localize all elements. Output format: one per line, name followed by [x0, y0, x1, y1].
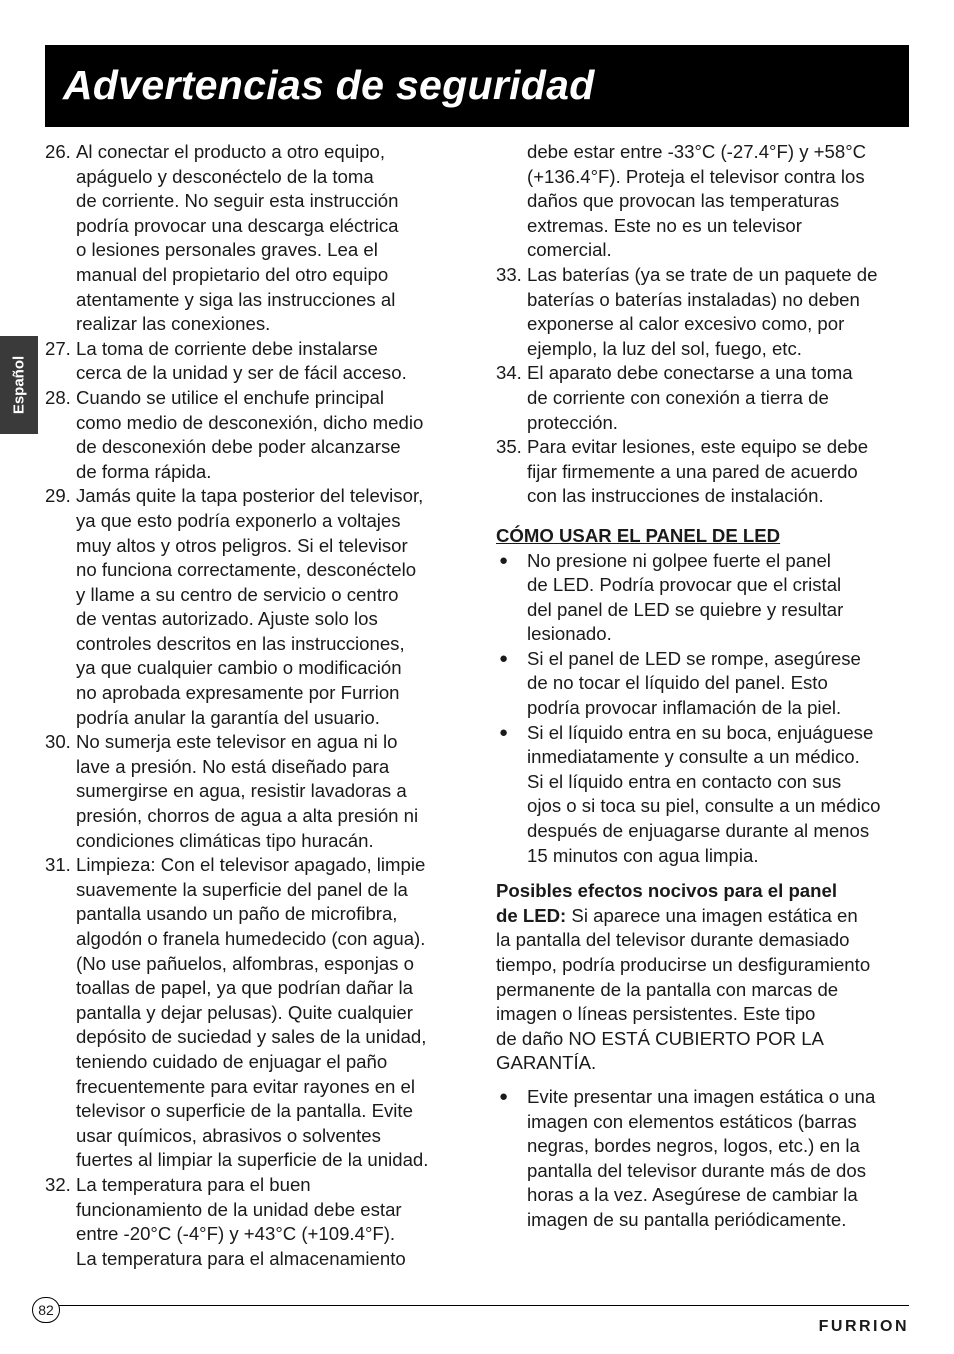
- text-line: de no tocar el líquido del panel. Esto: [527, 672, 828, 694]
- numbered-item: [45, 1173, 460, 1271]
- text-line: de daño NO ESTÁ CUBIERTO POR LA: [496, 1027, 824, 1049]
- numbered-item: [45, 853, 460, 1173]
- effects-paragraph: [496, 879, 911, 1076]
- numbered-item: [45, 484, 460, 730]
- text-line: del panel de LED se quiebre y resultar: [527, 598, 844, 620]
- text-line: fuertes al limpiar la superficie de la unidad.: [76, 1149, 429, 1171]
- text-line: extremas. Este no es un televisor: [527, 214, 802, 236]
- text-line: muy altos y otros peligros. Si el televisor: [76, 534, 408, 556]
- led-section-heading: CÓMO USAR EL PANEL DE LED: [496, 524, 781, 546]
- text-line: de ventas autorizado. Ajuste solo los: [76, 608, 378, 630]
- effects-line2-text: Si aparece una imagen estática en: [566, 904, 858, 926]
- text-line: de desconexión debe poder alcanzarse: [76, 436, 401, 458]
- text-line: fijar firmemente a una pared de acuerdo: [527, 460, 858, 482]
- text-line: El aparato debe conectarse a una toma: [527, 362, 853, 384]
- effects-heading-line2: de LED:: [496, 904, 567, 926]
- text-line: sumergirse en agua, resistir lavadoras a: [76, 780, 407, 802]
- text-line: no aprobada expresamente por Furrion: [76, 682, 400, 704]
- text-line: podría provocar una descarga eléctrica: [76, 214, 399, 236]
- text-line: La temperatura para el buen: [76, 1173, 311, 1195]
- text-line: protección.: [527, 411, 618, 433]
- text-line: cerca de la unidad y ser de fácil acceso.: [76, 362, 407, 384]
- right-items: [496, 263, 911, 509]
- text-line: comercial.: [527, 239, 612, 261]
- bullet-item: [496, 647, 911, 721]
- item-number: 34.: [496, 362, 522, 384]
- text-line: (No use pañuelos, alfombras, esponjas o: [76, 952, 414, 974]
- text-line: horas a la vez. Asegúrese de cambiar la: [527, 1184, 858, 1206]
- text-line: permanente de la pantalla con marcas de: [496, 978, 839, 1000]
- effects-line2: [496, 904, 911, 929]
- text-line: Las baterías (ya se trate de un paquete de: [527, 263, 878, 285]
- text-line: daños que provocan las temperaturas: [527, 190, 840, 212]
- text-line: de forma rápida.: [76, 460, 212, 482]
- text-line: GARANTÍA.: [496, 1052, 597, 1074]
- text-line: o lesiones personales graves. Lea el: [76, 239, 378, 261]
- text-line: de corriente. No seguir esta instrucción: [76, 190, 399, 212]
- bullet-icon: ●: [499, 723, 509, 741]
- item-number: 29.: [45, 485, 71, 507]
- text-line: No sumerja este televisor en agua ni lo: [76, 731, 398, 753]
- text-line: pantalla usando un paño de microfibra,: [76, 903, 398, 925]
- text-line: toallas de papel, ya que podrían dañar la: [76, 977, 414, 999]
- text-line: entre -20°C (-4°F) y +43°C (+109.4°F).: [76, 1223, 396, 1245]
- text-line: condiciones climáticas tipo huracán.: [76, 829, 374, 851]
- language-tab-label: Español: [10, 355, 28, 415]
- item-number: 33.: [496, 263, 522, 285]
- text-line: Si el líquido entra en contacto con sus: [527, 770, 842, 792]
- text-line: (+136.4°F). Proteja el televisor contra los: [527, 165, 865, 187]
- text-line: con las instrucciones de instalación.: [527, 485, 824, 507]
- bullet-icon: ●: [499, 551, 509, 569]
- numbered-item: [496, 263, 911, 361]
- text-line: Si el líquido entra en su boca, enjuáguese: [527, 721, 874, 743]
- text-line: ya que esto podría exponerlo a voltajes: [76, 509, 401, 531]
- left-column: [45, 140, 460, 1271]
- item-number: 30.: [45, 731, 71, 753]
- text-line: exponerse al calor excesivo como, por: [527, 313, 845, 335]
- numbered-item: [45, 386, 460, 484]
- bullet-icon: ●: [499, 649, 509, 667]
- text-line: controles descritos en las instrucciones,: [76, 632, 405, 654]
- item-number: 28.: [45, 386, 71, 408]
- header-bar: [45, 45, 909, 127]
- text-line: suavemente la superficie del panel de la: [76, 878, 408, 900]
- bullet-item: [496, 721, 911, 869]
- text-line: frecuentemente para evitar rayones en el: [76, 1075, 416, 1097]
- text-line: inmediatamente y consulte a un médico.: [527, 746, 860, 768]
- text-line: lave a presión. No está diseñado para: [76, 755, 390, 777]
- text-line: imagen de su pantalla periódicamente.: [527, 1208, 847, 1230]
- numbered-item: [496, 361, 911, 435]
- item-number: 27.: [45, 337, 71, 359]
- text-line: Si el panel de LED se rompe, asegúrese: [527, 647, 861, 669]
- text-line: depósito de suciedad y sales de la unidad,: [76, 1026, 427, 1048]
- effects-heading-line1: Posibles efectos nocivos para el panel: [496, 880, 838, 902]
- text-line: podría provocar inflamación de la piel.: [527, 697, 842, 719]
- effects-body: [496, 928, 911, 1076]
- text-line: usar químicos, abrasivos o solventes: [76, 1124, 381, 1146]
- text-line: de LED. Podría provocar que el cristal: [527, 574, 842, 596]
- text-line: imagen o líneas persistentes. Este tipo: [496, 1003, 816, 1025]
- text-line: 15 minutos con agua limpia.: [527, 844, 759, 866]
- brand-logo: FURRION: [818, 1318, 909, 1335]
- text-line: pantalla del televisor durante más de dos: [527, 1159, 867, 1181]
- text-line: La temperatura para el almacenamiento: [76, 1247, 406, 1269]
- text-line: lesionado.: [527, 623, 612, 645]
- text-line: ejemplo, la luz del sol, fuego, etc.: [527, 337, 802, 359]
- item-number: 35.: [496, 436, 522, 458]
- text-line: debe estar entre -33°C (-27.4°F) y +58°C: [527, 141, 867, 162]
- text-line: podría anular la garantía del usuario.: [76, 706, 380, 728]
- text-line: baterías o baterías instaladas) no deben: [527, 288, 860, 310]
- text-line: Para evitar lesiones, este equipo se debe: [527, 436, 869, 458]
- text-line: como medio de desconexión, dicho medio: [76, 411, 424, 433]
- text-line: manual del propietario del otro equipo: [76, 263, 389, 285]
- right-column: [496, 140, 911, 1233]
- text-line: atentamente y siga las instrucciones al: [76, 288, 396, 310]
- text-line: imagen con elementos estáticos (barras: [527, 1110, 857, 1132]
- text-line: Al conectar el producto a otro equipo,: [76, 141, 386, 162]
- bullet-icon: ●: [499, 1087, 509, 1105]
- item-number: 26.: [45, 141, 71, 162]
- text-line: la pantalla del televisor durante demasiado: [496, 929, 850, 951]
- numbered-item: [496, 435, 911, 509]
- text-line: Jamás quite la tapa posterior del televisor,: [76, 485, 424, 507]
- text-line: televisor o superficie de la pantalla. Evite: [76, 1100, 413, 1122]
- text-line: La toma de corriente debe instalarse: [76, 337, 378, 359]
- text-line: Evite presentar una imagen estática o una: [527, 1085, 876, 1107]
- text-line: algodón o franela humedecido (con agua).: [76, 928, 426, 949]
- text-line: no funciona correctamente, desconéctelo: [76, 559, 417, 581]
- footer-divider: [58, 1305, 909, 1306]
- text-line: ya que cualquier cambio o modificación: [76, 657, 402, 679]
- text-line: tiempo, podría producirse un desfiguramiento: [496, 954, 871, 975]
- text-line: Cuando se utilice el enchufe principal: [76, 386, 385, 408]
- led-bullet-list: [496, 549, 911, 869]
- text-line: después de enjuagarse durante al menos: [527, 820, 870, 842]
- text-line: de corriente con conexión a tierra de: [527, 386, 829, 408]
- numbered-item: [45, 337, 460, 386]
- text-line: apáguelo y desconéctelo de la toma: [76, 165, 374, 187]
- numbered-item: [45, 730, 460, 853]
- page-title: Advertencias de seguridad: [63, 62, 595, 108]
- numbered-item: [45, 140, 460, 337]
- text-line: No presione ni golpee fuerte el panel: [527, 549, 831, 571]
- item-number: 31.: [45, 854, 71, 876]
- text-line: negras, bordes negros, logos, etc.) en la: [527, 1135, 860, 1157]
- item-number: 32.: [45, 1173, 71, 1195]
- item-32-continuation: [496, 140, 911, 263]
- text-line: ojos o si toca su piel, consulte a un médico: [527, 795, 881, 817]
- text-line: y llame a su centro de servicio o centro: [76, 583, 399, 605]
- effects-bullet: [496, 1085, 911, 1233]
- bullet-item: [496, 549, 911, 647]
- page-number: 82: [32, 1297, 60, 1323]
- text-line: pantalla y dejar pelusas). Quite cualquier: [76, 1001, 413, 1023]
- text-line: Limpieza: Con el televisor apagado, limpie: [76, 854, 426, 876]
- text-line: realizar las conexiones.: [76, 313, 271, 335]
- text-line: presión, chorros de agua a alta presión ni: [76, 805, 419, 827]
- language-tab: [0, 336, 38, 434]
- text-line: teniendo cuidado de enjuagar el paño: [76, 1050, 388, 1072]
- text-line: funcionamiento de la unidad debe estar: [76, 1198, 402, 1220]
